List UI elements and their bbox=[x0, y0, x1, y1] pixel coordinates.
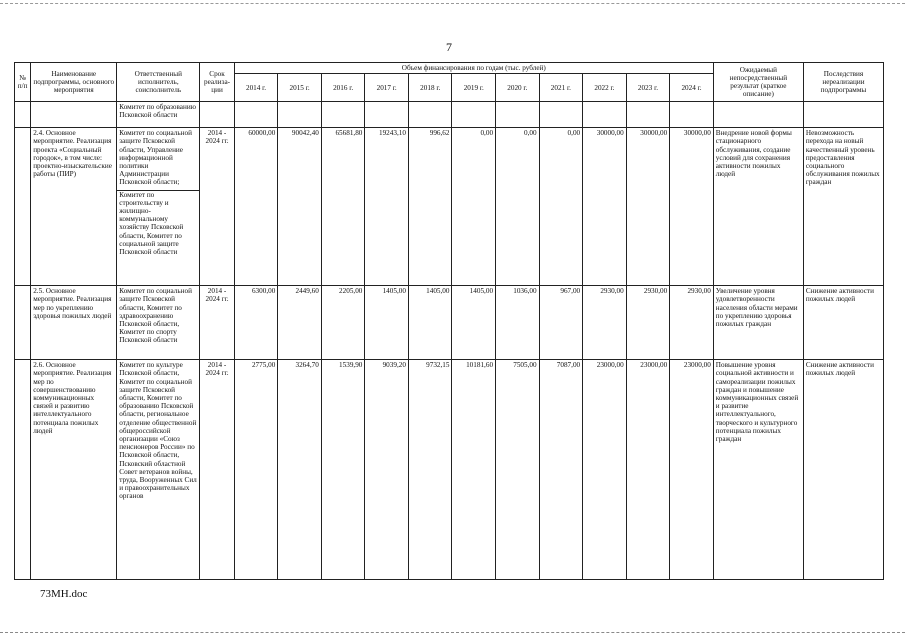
cell-name: 2.5. Основное мероприятие. Реализация мер по укреплению здоровья пожилых людей bbox=[31, 286, 117, 360]
header-year: 2022 г. bbox=[583, 74, 627, 102]
cell-value: 1405,00 bbox=[365, 286, 409, 360]
cell-value: 1405,00 bbox=[452, 286, 496, 360]
header-year: 2017 г. bbox=[365, 74, 409, 102]
cell-value: 30000,00 bbox=[670, 128, 714, 286]
header-year: 2020 г. bbox=[496, 74, 540, 102]
cell-value: 30000,00 bbox=[583, 128, 627, 286]
header-year: 2018 г. bbox=[408, 74, 452, 102]
cell-term: 2014 - 2024 гг. bbox=[200, 360, 234, 580]
cell-value: 0,00 bbox=[539, 128, 583, 286]
cell-term: 2014 - 2024 гг. bbox=[200, 128, 234, 286]
cell-responsible: Комитет по социальной защите Псковской области, Комитет по здравоохранению Псковской области, Комитет по спорту Псковской области bbox=[117, 286, 200, 360]
cell-term: 2014 - 2024 гг. bbox=[200, 286, 234, 360]
cell-name: 2.6. Основное мероприятие. Реализация мер по совершенствованию коммуникационных связей и развитию интеллектуального потенциала пожилых людей bbox=[31, 360, 117, 580]
cell-value: 996,62 bbox=[408, 128, 452, 286]
cell-value: 6300,00 bbox=[234, 286, 278, 360]
cell-name: 2.4. Основное мероприятие. Реализация проекта «Социальный городок», в том числе: проектно-изыскательские работы (ПИР) bbox=[31, 128, 117, 286]
cell-consequences: Снижение активности пожилых людей bbox=[803, 360, 883, 580]
cell-value: 2205,00 bbox=[321, 286, 365, 360]
header-year: 2023 г. bbox=[626, 74, 670, 102]
table-row bbox=[15, 286, 884, 360]
cell-value: 2930,00 bbox=[626, 286, 670, 360]
cell-value: 65681,80 bbox=[321, 128, 365, 286]
cell-responsible-part: Комитет по строительству и жилищно-коммунальному хозяйству Псковской области, Комитет по социальной защите Псковской области bbox=[117, 190, 199, 257]
cell-result: Увеличение уровня удовлетворенности населения области мерами по укреплению здоровья пожилых граждан bbox=[713, 286, 803, 360]
cell-value: 90042,40 bbox=[278, 128, 322, 286]
cell-responsible bbox=[117, 128, 200, 286]
header-num: № п/п bbox=[15, 63, 31, 102]
header-funding: Объем финансирования по годам (тыс. рублей) bbox=[234, 63, 713, 74]
scan-artifact-top bbox=[0, 3, 905, 4]
header-name: Наименование подпрограммы, основного мероприятия bbox=[31, 63, 117, 102]
cell-value: 10181,60 bbox=[452, 360, 496, 580]
header-year: 2014 г. bbox=[234, 74, 278, 102]
header-year: 2024 г. bbox=[670, 74, 714, 102]
cell-value: 0,00 bbox=[496, 128, 540, 286]
page-number: 7 bbox=[446, 40, 452, 54]
table-row bbox=[15, 360, 884, 580]
header-consequences: Последствия нереализации подпрограммы bbox=[803, 63, 883, 102]
header-year: 2016 г. bbox=[321, 74, 365, 102]
cell-value: 0,00 bbox=[452, 128, 496, 286]
cell-value: 7505,00 bbox=[496, 360, 540, 580]
table-row-continuation bbox=[15, 102, 884, 128]
scan-artifact-bottom bbox=[0, 632, 905, 633]
cell-value: 2775,00 bbox=[234, 360, 278, 580]
cell-responsible: Комитет по культуре Псковской области, Комитет по социальной защите Псковской области, Комитет по образованию Псковской области, региональное отделение общественной общероссийской организации «Союз пенсионеров России» по Псковской области, Псковский областной Совет ветеранов войны, труда, Вооруженных Сил и правоохранительных органов bbox=[117, 360, 200, 580]
cell-value: 1036,00 bbox=[496, 286, 540, 360]
header-year: 2021 г. bbox=[539, 74, 583, 102]
cell-value: 23000,00 bbox=[670, 360, 714, 580]
program-table bbox=[14, 62, 884, 580]
footer-filename: 73МН.doc bbox=[40, 588, 88, 600]
header-year: 2019 г. bbox=[452, 74, 496, 102]
table-row bbox=[15, 128, 884, 286]
cell-value: 2930,00 bbox=[583, 286, 627, 360]
header-year: 2015 г. bbox=[278, 74, 322, 102]
cell-result: Повышение уровня социальной активности и самореализации пожилых граждан и повышение коммуникационных связей и развитие интеллектуального, творческого и культурного потенциала пожилых граждан bbox=[713, 360, 803, 580]
cell-consequences: Снижение активности пожилых людей bbox=[803, 286, 883, 360]
cell-responsible-part: Комитет по социальной защите Псковской области, Управление информационной политики Администрации Псковской области; bbox=[119, 129, 192, 187]
cell-value: 2930,00 bbox=[670, 286, 714, 360]
cell-consequences: Невозможность перехода на новый качественный уровень предоставления социального обслуживания пожилых граждан bbox=[803, 128, 883, 286]
cell-value: 30000,00 bbox=[626, 128, 670, 286]
cell-value: 9732,15 bbox=[408, 360, 452, 580]
cell-value: 9039,20 bbox=[365, 360, 409, 580]
cell-value: 2449,60 bbox=[278, 286, 322, 360]
cell-value: 7087,00 bbox=[539, 360, 583, 580]
cell-value: 1405,00 bbox=[408, 286, 452, 360]
cell-value: 60000,00 bbox=[234, 128, 278, 286]
cell-value: 19243,10 bbox=[365, 128, 409, 286]
header-responsible: Ответственный исполнитель, соисполнитель bbox=[117, 63, 200, 102]
cell-value: 1539,90 bbox=[321, 360, 365, 580]
cell-value: 23000,00 bbox=[626, 360, 670, 580]
cell-value: 23000,00 bbox=[583, 360, 627, 580]
cell-responsible: Комитет по образованию Псковской области bbox=[117, 102, 200, 128]
header-result: Ожидаемый непосредственный результат (краткое описание) bbox=[713, 63, 803, 102]
cell-value: 967,00 bbox=[539, 286, 583, 360]
cell-result: Внедрение новой формы стационарного обслуживания, создание условий для сохранения активности пожилых людей bbox=[713, 128, 803, 286]
cell-value: 3264,70 bbox=[278, 360, 322, 580]
header-term: Срок реализа-ции bbox=[200, 63, 234, 102]
